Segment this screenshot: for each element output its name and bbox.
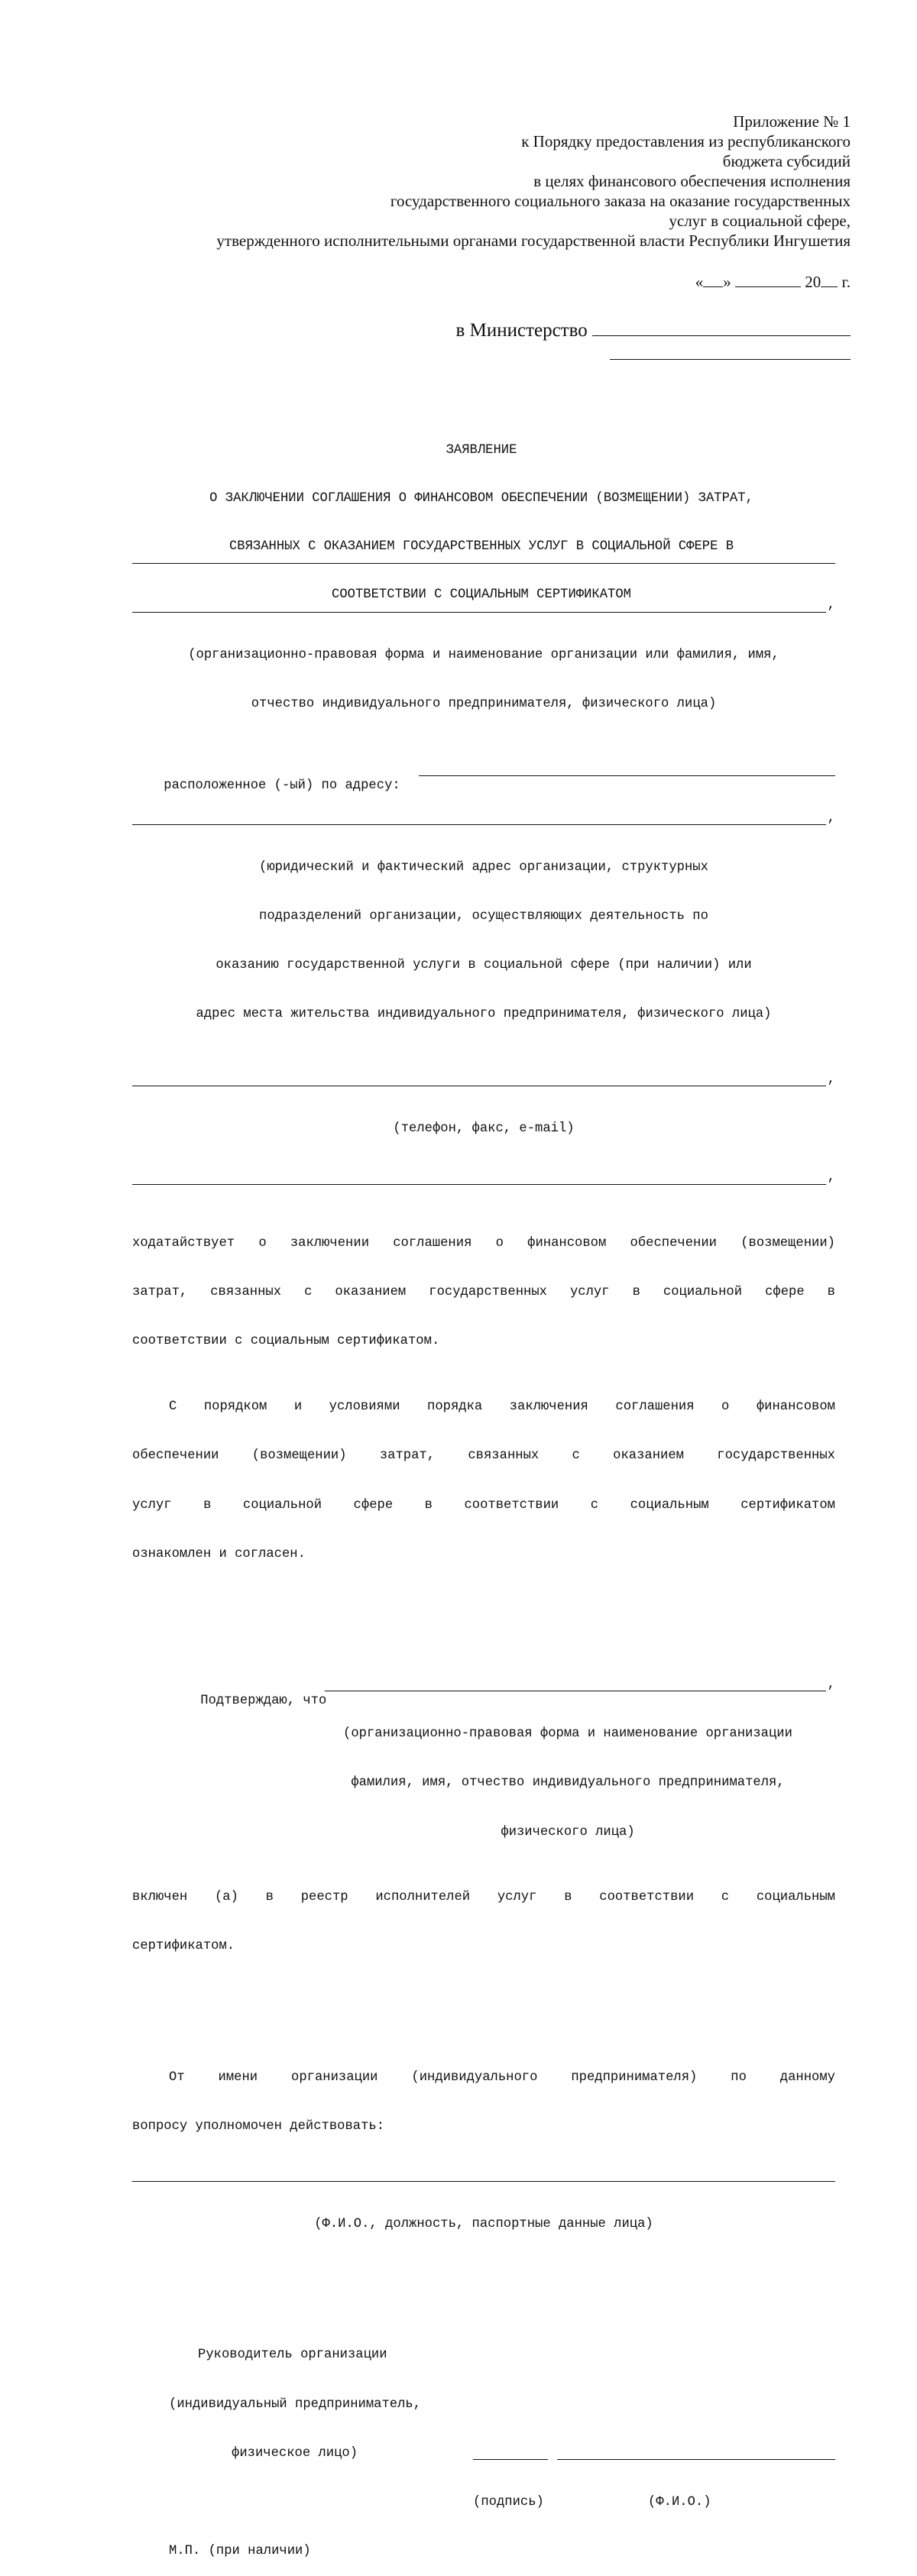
annex-line: бюджета субсидий [722,152,851,170]
registry-line: включен (а) в реестр исполнителей услуг в соответствии с социальным [132,1890,835,1905]
terms-line: ознакомлен и согласен. [132,1546,306,1561]
title-line: ЗАЯВЛЕНИЕ [446,443,517,458]
org-name-field-2[interactable]: , [132,597,835,613]
registry-line: сертификатом. [132,1939,235,1954]
date-close-quote: » [723,273,731,291]
address-field-2[interactable]: , [132,811,835,827]
confirm-hint-line: физического лица) [501,1824,635,1840]
annex-line: услуг в социальной сфере, [669,212,851,230]
petition-line: ходатайствует о заключении соглашения о финансовом обеспечении (возмещении) [132,1236,835,1251]
year-prefix: 20 [805,273,821,291]
fio-hint: (Ф.И.О., должность, паспортные данные лица) [314,2217,653,2232]
head-row [132,2445,835,2461]
petition-line: соответствии с социальным сертификатом. [132,1334,440,1349]
month-field[interactable] [735,273,801,287]
org-name-field[interactable] [132,549,835,565]
authorized-person-field[interactable] [132,2167,835,2183]
petition-line: затрат, связанных с оказанием государственных услуг в социальной сфере в [132,1285,835,1300]
year-suffix: г. [841,273,851,291]
terms-line: С порядком и условиями порядка заключения соглашения о финансовом [169,1400,835,1415]
document-body [132,500,835,2576]
authorized-line: вопросу уполномочен действовать: [132,2118,385,2134]
annex-line: в целях финансового обеспечения исполнения [533,172,851,190]
annex-line: Приложение № 1 [733,112,851,131]
ministry-line [456,317,851,341]
ministry-field[interactable] [592,317,851,336]
address-hint-line: оказанию государственной услуги в социальной сфере (при наличии) или [215,958,752,973]
title-line: О ЗАКЛЮЧЕНИИ СОГЛАШЕНИЯ О ФИНАНСОВОМ ОБЕСПЕЧЕНИИ (ВОЗМЕЩЕНИИ) ЗАТРАТ, [209,491,753,506]
annex-header [163,112,851,251]
address-label: расположенное (-ый) по адресу: [164,778,400,793]
confirm-row: Подтверждаю, что , [200,1677,835,1709]
stamp-note: М.П. (при наличии) [169,2544,311,2559]
terms-line: услуг в социальной сфере в соответствии с социальным сертификатом [132,1497,835,1513]
org-hint-line: отчество индивидуального предпринимателя, физического лица) [251,696,717,711]
name-field[interactable] [557,2459,835,2460]
signature-field[interactable] [473,2459,548,2460]
annex-line: к Порядку предоставления из республиканского [521,132,851,150]
signature-hint: (подпись) [473,2494,544,2510]
confirm-label: Подтверждаю, что [200,1694,327,1709]
date-line [695,273,851,292]
extra-field[interactable]: , [132,1170,835,1186]
address-field[interactable] [419,775,835,776]
authorized-line: От имени организации (индивидуального предпринимателя) по данному [169,2070,835,2085]
head-line: (индивидуальный предприниматель, [169,2396,422,2412]
annex-line: утвержденного исполнительными органами государственной власти Республики Ингушетия [216,231,851,250]
title-line: СВЯЗАННЫХ С ОКАЗАНИЕМ ГОСУДАРСТВЕННЫХ УСЛУГ В СОЦИАЛЬНОЙ СФЕРЕ В [228,539,734,554]
head-line: физическое лицо) [232,2445,358,2461]
confirm-hint-line: фамилия, имя, отчество индивидуального предпринимателя, [351,1775,785,1791]
name-hint: (Ф.И.О.) [648,2494,711,2510]
address-row [132,761,835,793]
signature-hints-row [132,2494,835,2510]
address-hint-line: адрес места жительства индивидуального предпринимателя, физического лица) [196,1007,772,1022]
phone-field[interactable]: , [132,1072,835,1088]
address-hint-line: (юридический и фактический адрес организации, структурных [259,859,708,875]
terms-line: обеспечении (возмещении) затрат, связанных с оказанием государственных [132,1448,835,1464]
annex-line: государственного социального заказа на оказание государственных [390,192,851,210]
org-hint-line: (организационно-правовая форма и наименование организации или фамилия, имя, [188,647,779,662]
title-line: СООТВЕТСТВИИ С СОЦИАЛЬНЫМ СЕРТИФИКАТОМ [332,587,631,602]
confirm-hint-line: (организационно-правовая форма и наименование организации [343,1727,792,1742]
phone-hint: (телефон, факс, e-mail) [393,1121,575,1137]
day-field[interactable] [703,273,723,287]
year-field[interactable] [821,273,838,287]
ministry-field-second-line[interactable] [610,359,851,360]
ministry-label: в Министерство [455,320,588,341]
date-open-quote: « [695,273,704,291]
address-hint-line: подразделений организации, осуществляющих деятельность по [259,909,708,924]
head-line: Руководитель организации [198,2348,387,2363]
